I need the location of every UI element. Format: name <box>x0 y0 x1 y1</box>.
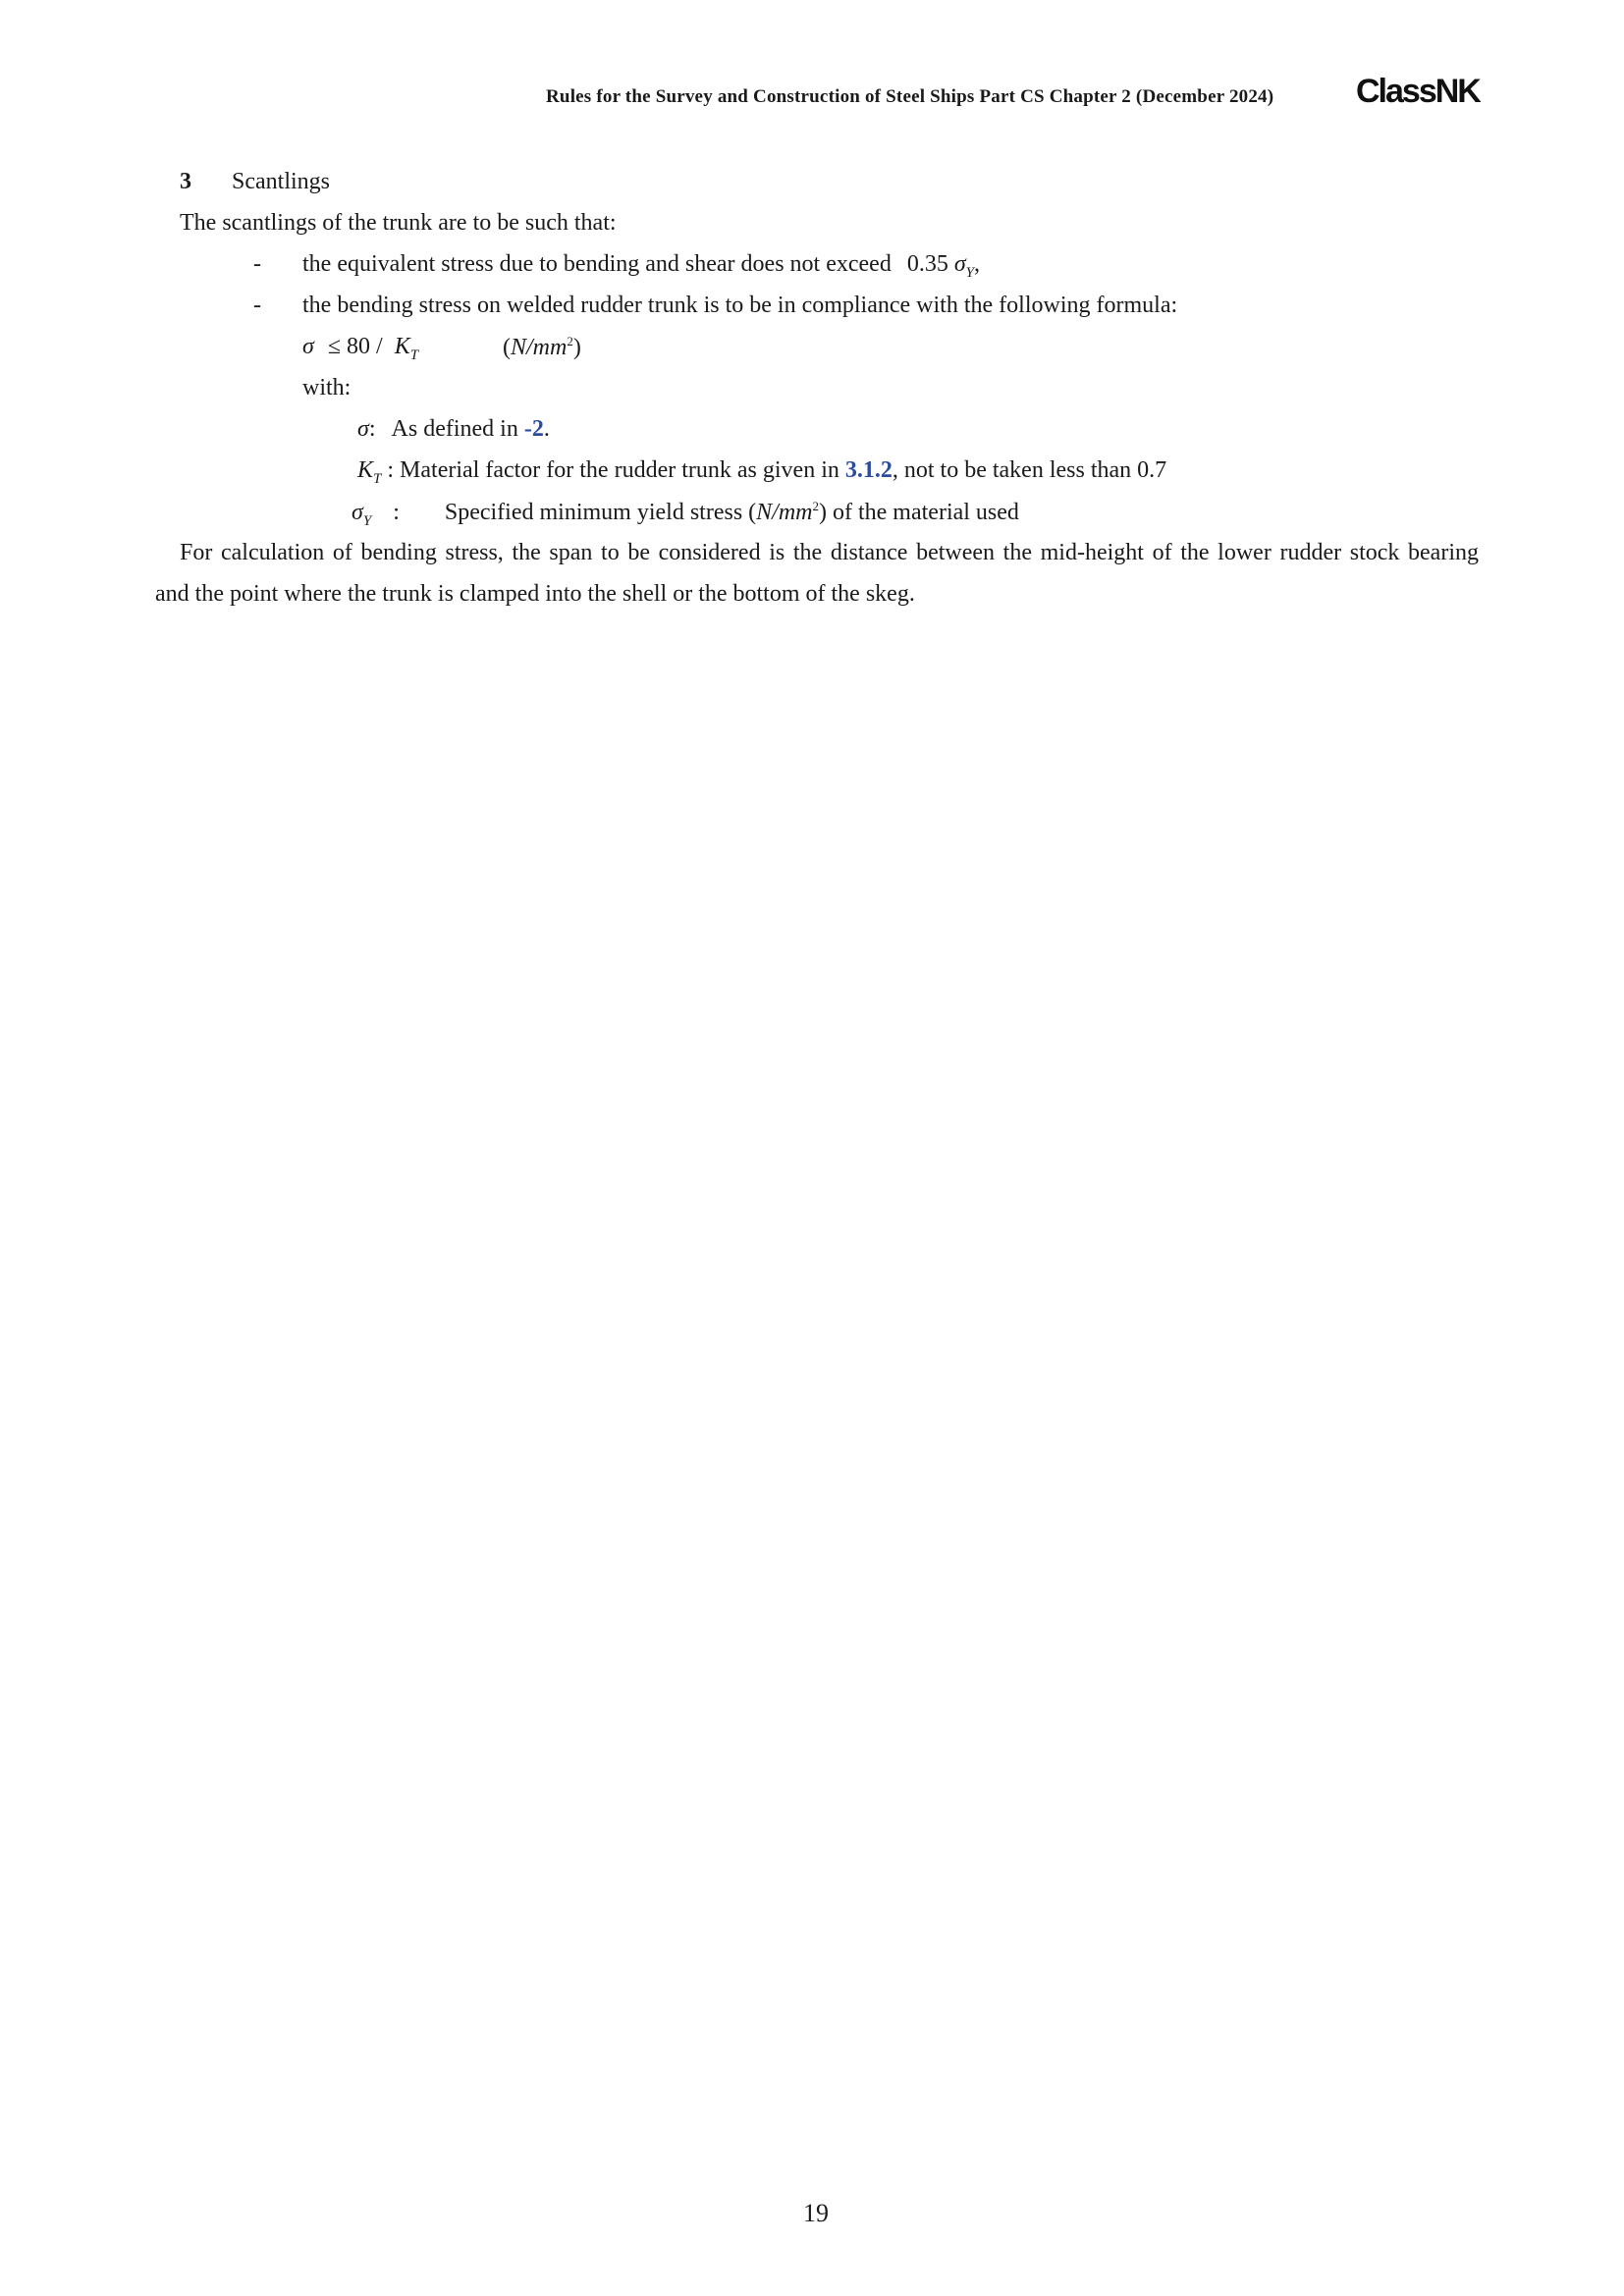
reference-link[interactable]: -2 <box>523 416 544 442</box>
definition-sigma <box>357 416 550 443</box>
def-text: As defined in <box>391 416 518 442</box>
def-after: ) of the material used <box>819 500 1019 525</box>
bullet-text: the equivalent stress due to bending and shear does not exceed <box>302 251 892 277</box>
unit-open: ( <box>503 335 511 360</box>
reference-link[interactable]: 3.1.2 <box>844 457 893 483</box>
definition-kt <box>357 457 1167 487</box>
def-after: , not to be taken less than 0.7 <box>892 457 1167 483</box>
def-sep: : <box>368 416 376 442</box>
def-unit-superscript: 2 <box>812 499 819 513</box>
formula-unit <box>503 334 581 361</box>
running-header: Rules for the Survey and Construction of Steel Ships Part CS Chapter 2 (December 2024) <box>546 86 1274 107</box>
def-unit: N/mm <box>756 500 813 525</box>
def-symbol: σ <box>352 500 363 525</box>
def-text: Material factor for the rudder trunk as given in <box>400 457 839 483</box>
paragraph-line-1: For calculation of bending stress, the span to be considered is the distance between the mid-height of the lower rudder stock bearing <box>180 540 1479 565</box>
def-symbol: σ <box>357 416 369 442</box>
page-number: 19 <box>803 2199 829 2227</box>
intro-text: The scantlings of the trunk are to be such that: <box>180 210 617 236</box>
formula-lhs: σ <box>302 334 314 359</box>
unit-text: N/mm <box>511 335 568 360</box>
formula <box>302 334 419 363</box>
bullet-text: the bending stress on welded rudder trunk is to be in compliance with the following formula: <box>302 293 1178 318</box>
def-text: Specified minimum yield stress ( <box>444 500 757 525</box>
def-sep: : <box>387 457 395 483</box>
def-after: . <box>543 416 550 442</box>
classnk-logo: ClassNK <box>1356 73 1480 110</box>
bullet-value: 0.35 <box>906 251 948 277</box>
unit-close: ) <box>572 335 581 360</box>
with-label: with: <box>302 375 352 400</box>
formula-var-subscript: T <box>409 347 419 363</box>
bullet-dash: - <box>253 251 261 277</box>
bullet-dash: - <box>253 293 261 318</box>
sigma-symbol: σ <box>953 251 966 277</box>
def-subscript: Y <box>362 513 372 529</box>
section-number: 3 <box>180 169 191 194</box>
section-title: Scantlings <box>232 169 330 194</box>
bullet-item <box>302 251 980 281</box>
paragraph-line-2: and the point where the trunk is clamped into the shell or the bottom of the skeg. <box>155 581 915 607</box>
def-subscript: T <box>373 471 382 487</box>
unit-superscript: 2 <box>567 334 573 348</box>
definition-sigma-y <box>352 499 1019 529</box>
def-sep: : <box>393 500 400 525</box>
formula-operator: ≤ 80 / <box>327 334 383 359</box>
def-symbol: K <box>357 457 374 483</box>
formula-var: K <box>394 334 410 359</box>
punctuation: , <box>974 251 980 277</box>
subscript: Y <box>965 265 974 281</box>
